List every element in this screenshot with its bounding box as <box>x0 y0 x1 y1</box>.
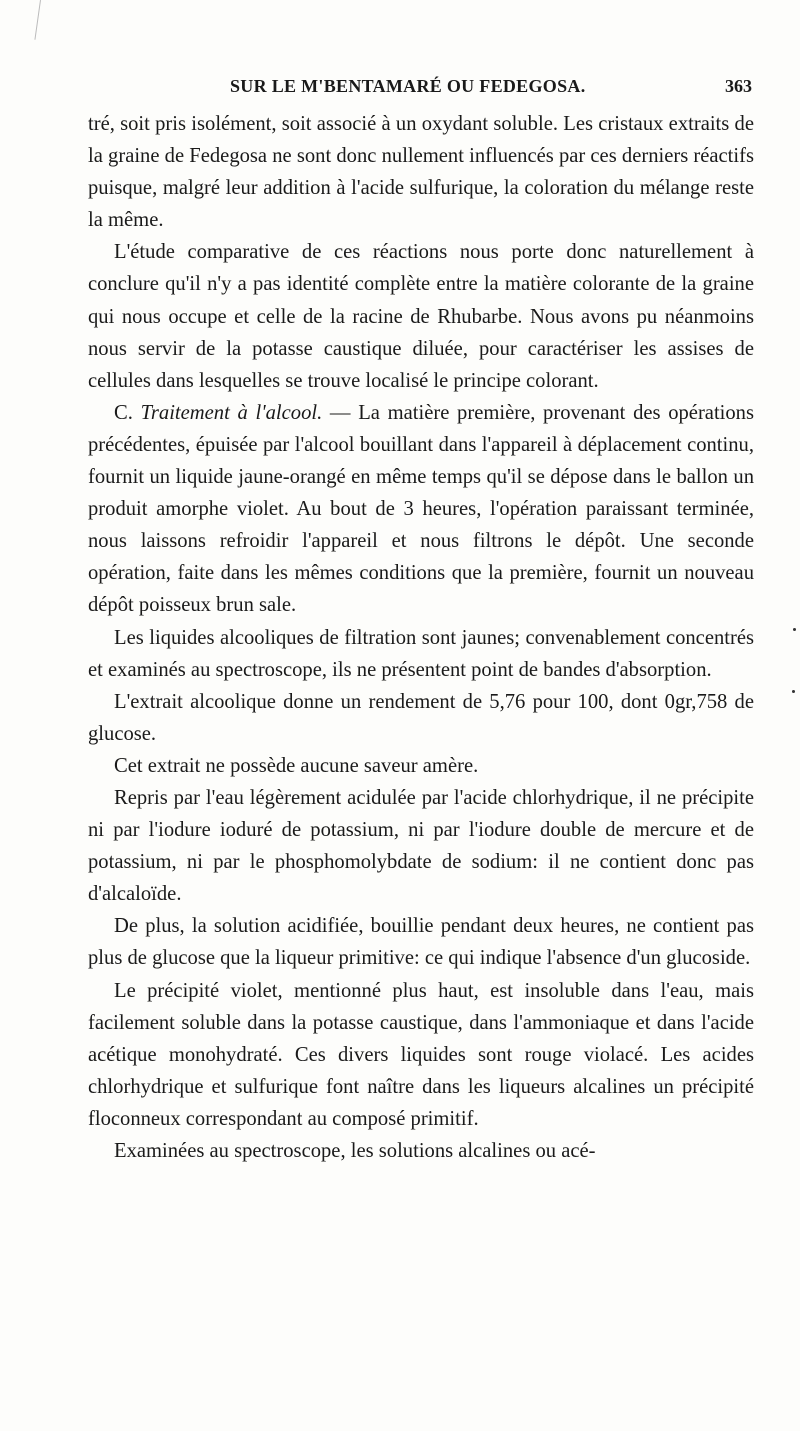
section-text: — La matière première, provenant des opérations précédentes, épuisée par l'alcool bouillant dans l'appareil à déplacement continu, fournit un liquide jaune-orangé en même temps qu'il se dépose dans le ballon un produit amorphe violet. Au bout de 3 heures, l'opération paraissant terminée, nous laissons refroidir l'appareil et nous filtrons le dépôt. Une seconde opération, faite dans les mêmes conditions que la première, fournit un nouveau dépôt poisseux brun sale. <box>88 401 754 617</box>
paragraph: L'extrait alcoolique donne un rendement de 5,76 pour 100, dont 0gr,758 de glucose. <box>88 690 754 745</box>
ink-speck <box>793 628 796 631</box>
paragraph: Le précipité violet, mentionné plus haut, est insoluble dans l'eau, mais facilement soluble dans la potasse caustique, dans l'ammoniaque et dans l'acide acétique monohydraté. Ces divers liquides sont rouge violacé. Les acides chlorhydrique et sulfurique font naître dans les liqueurs alcalines un précipité floconneux correspondant au composé primitif. <box>88 979 754 1130</box>
ink-speck <box>792 690 795 693</box>
paragraph: L'étude comparative de ces réactions nous porte donc naturellement à conclure qu'il n'y a pas identité complète entre la matière colorante de la graine qui nous occupe et celle de la racine de Rhubarbe. Nous avons pu néanmoins nous servir de la potasse caustique diluée, pour caractériser les assises de cellules dans lesquelles se trouve localisé le principe colorant. <box>88 241 754 392</box>
paragraph: Cet extrait ne possède aucune saveur amère. <box>114 754 479 777</box>
paragraph: Les liquides alcooliques de filtration sont jaunes; convenablement concentrés et examinés au spectroscope, ils ne présentent point de bandes d'absorption. <box>88 626 754 681</box>
paragraph-section-c <box>88 397 754 622</box>
running-title: SUR LE M'BENTAMARÉ OU FEDEGOSA. <box>230 76 586 96</box>
section-letter: C. <box>114 401 141 424</box>
page-header <box>90 76 756 102</box>
section-title: Traitement à l'alcool. <box>140 401 323 424</box>
body-text <box>88 108 754 1167</box>
paragraph: tré, soit pris isolément, soit associé à un oxydant soluble. Les cristaux extraits de la graine de Fedegosa ne sont donc nullement influencés par ces derniers réactifs puisque, malgré leur addition à l'acide sulfurique, la coloration du mélange reste la même. <box>88 113 754 232</box>
paragraph: De plus, la solution acidifiée, bouillie pendant deux heures, ne contient pas plus de glucose que la liqueur primitive: ce qui indique l'absence d'un glucoside. <box>88 915 754 970</box>
paragraph: Repris par l'eau légèrement acidulée par l'acide chlorhydrique, il ne précipite ni par l'iodure ioduré de potassium, ni par l'iodure double de mercure et de potassium, ni par le phosphomolybdate de sodium: il ne contient donc pas d'alcaloïde. <box>88 786 754 906</box>
paragraph: Examinées au spectroscope, les solutions alcalines ou acé- <box>114 1140 596 1162</box>
page-edge-mark <box>34 0 41 40</box>
page-number: 363 <box>725 76 752 96</box>
